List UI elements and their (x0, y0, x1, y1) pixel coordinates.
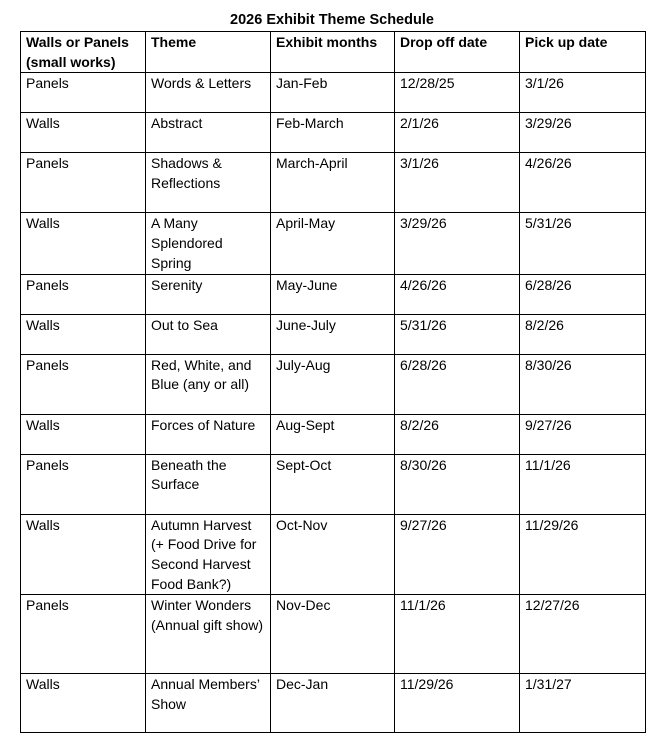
pick-up-date-cell: 5/31/26 (520, 213, 646, 274)
drop-off-date-cell: 11/1/26 (395, 595, 520, 674)
table-row (21, 514, 646, 595)
location-cell: Panels (21, 153, 146, 213)
theme-cell: Out to Sea (146, 314, 271, 354)
exhibit-months-cell: April-May (271, 213, 395, 274)
theme-cell: Forces of Nature (146, 414, 271, 454)
exhibit-months-cell: Jan-Feb (271, 73, 395, 113)
drop-off-date-cell: 5/31/26 (395, 314, 520, 354)
header-exhibit-months: Exhibit months (271, 32, 395, 73)
theme-cell: Abstract (146, 113, 271, 153)
pick-up-date-cell: 11/29/26 (520, 514, 646, 595)
pick-up-date-cell: 12/27/26 (520, 595, 646, 674)
exhibit-months-cell: Sept-Oct (271, 454, 395, 514)
table-row (21, 213, 646, 274)
location-cell: Panels (21, 454, 146, 514)
pick-up-date-cell: 4/26/26 (520, 153, 646, 213)
drop-off-date-cell: 12/28/25 (395, 73, 520, 113)
drop-off-date-cell: 8/2/26 (395, 414, 520, 454)
exhibit-months-cell: Nov-Dec (271, 595, 395, 674)
table-row (21, 454, 646, 514)
exhibit-months-cell: March-April (271, 153, 395, 213)
exhibit-months-cell: Feb-March (271, 113, 395, 153)
drop-off-date-cell: 3/29/26 (395, 213, 520, 274)
location-cell: Walls (21, 314, 146, 354)
pick-up-date-cell: 8/2/26 (520, 314, 646, 354)
theme-cell: Red, White, and Blue (any or all) (146, 354, 271, 414)
theme-cell: Serenity (146, 274, 271, 314)
drop-off-date-cell: 2/1/26 (395, 113, 520, 153)
table-row (21, 354, 646, 414)
location-cell: Walls (21, 674, 146, 733)
table-row (21, 274, 646, 314)
drop-off-date-cell: 8/30/26 (395, 454, 520, 514)
theme-cell: Autumn Harvest (+ Food Drive for Second Harvest Food Bank?) (146, 514, 271, 595)
drop-off-date-cell: 4/26/26 (395, 274, 520, 314)
exhibit-schedule-table (20, 31, 646, 733)
table-row (21, 314, 646, 354)
table-row (21, 153, 646, 213)
table-row (21, 73, 646, 113)
header-walls-or-panels: Walls or Panels (small works) (21, 32, 146, 73)
pick-up-date-cell: 1/31/27 (520, 674, 646, 733)
table-row (21, 113, 646, 153)
document-title: 2026 Exhibit Theme Schedule (230, 12, 434, 28)
exhibit-months-cell: Oct-Nov (271, 514, 395, 595)
pick-up-date-cell: 11/1/26 (520, 454, 646, 514)
pick-up-date-cell: 3/1/26 (520, 73, 646, 113)
exhibit-months-cell: Aug-Sept (271, 414, 395, 454)
location-cell: Walls (21, 514, 146, 595)
location-cell: Panels (21, 73, 146, 113)
table-row (21, 674, 646, 733)
schedule-body (21, 73, 646, 733)
location-cell: Walls (21, 414, 146, 454)
location-cell: Panels (21, 274, 146, 314)
exhibit-months-cell: June-July (271, 314, 395, 354)
header-drop-off-date: Drop off date (395, 32, 520, 73)
theme-cell: Shadows & Reflections (146, 153, 271, 213)
drop-off-date-cell: 3/1/26 (395, 153, 520, 213)
drop-off-date-cell: 9/27/26 (395, 514, 520, 595)
theme-cell: A Many Splendored Spring (146, 213, 271, 274)
drop-off-date-cell: 6/28/26 (395, 354, 520, 414)
theme-cell: Winter Wonders (Annual gift show) (146, 595, 271, 674)
location-cell: Walls (21, 213, 146, 274)
location-cell: Panels (21, 595, 146, 674)
header-row (21, 32, 646, 73)
location-cell: Walls (21, 113, 146, 153)
header-pick-up-date: Pick up date (520, 32, 646, 73)
header-theme: Theme (146, 32, 271, 73)
theme-cell: Annual Members’ Show (146, 674, 271, 733)
drop-off-date-cell: 11/29/26 (395, 674, 520, 733)
exhibit-months-cell: Dec-Jan (271, 674, 395, 733)
pick-up-date-cell: 3/29/26 (520, 113, 646, 153)
theme-cell: Words & Letters (146, 73, 271, 113)
exhibit-months-cell: May-June (271, 274, 395, 314)
pick-up-date-cell: 8/30/26 (520, 354, 646, 414)
pick-up-date-cell: 9/27/26 (520, 414, 646, 454)
theme-cell: Beneath the Surface (146, 454, 271, 514)
exhibit-months-cell: July-Aug (271, 354, 395, 414)
location-cell: Panels (21, 354, 146, 414)
table-row (21, 595, 646, 674)
table-row (21, 414, 646, 454)
pick-up-date-cell: 6/28/26 (520, 274, 646, 314)
